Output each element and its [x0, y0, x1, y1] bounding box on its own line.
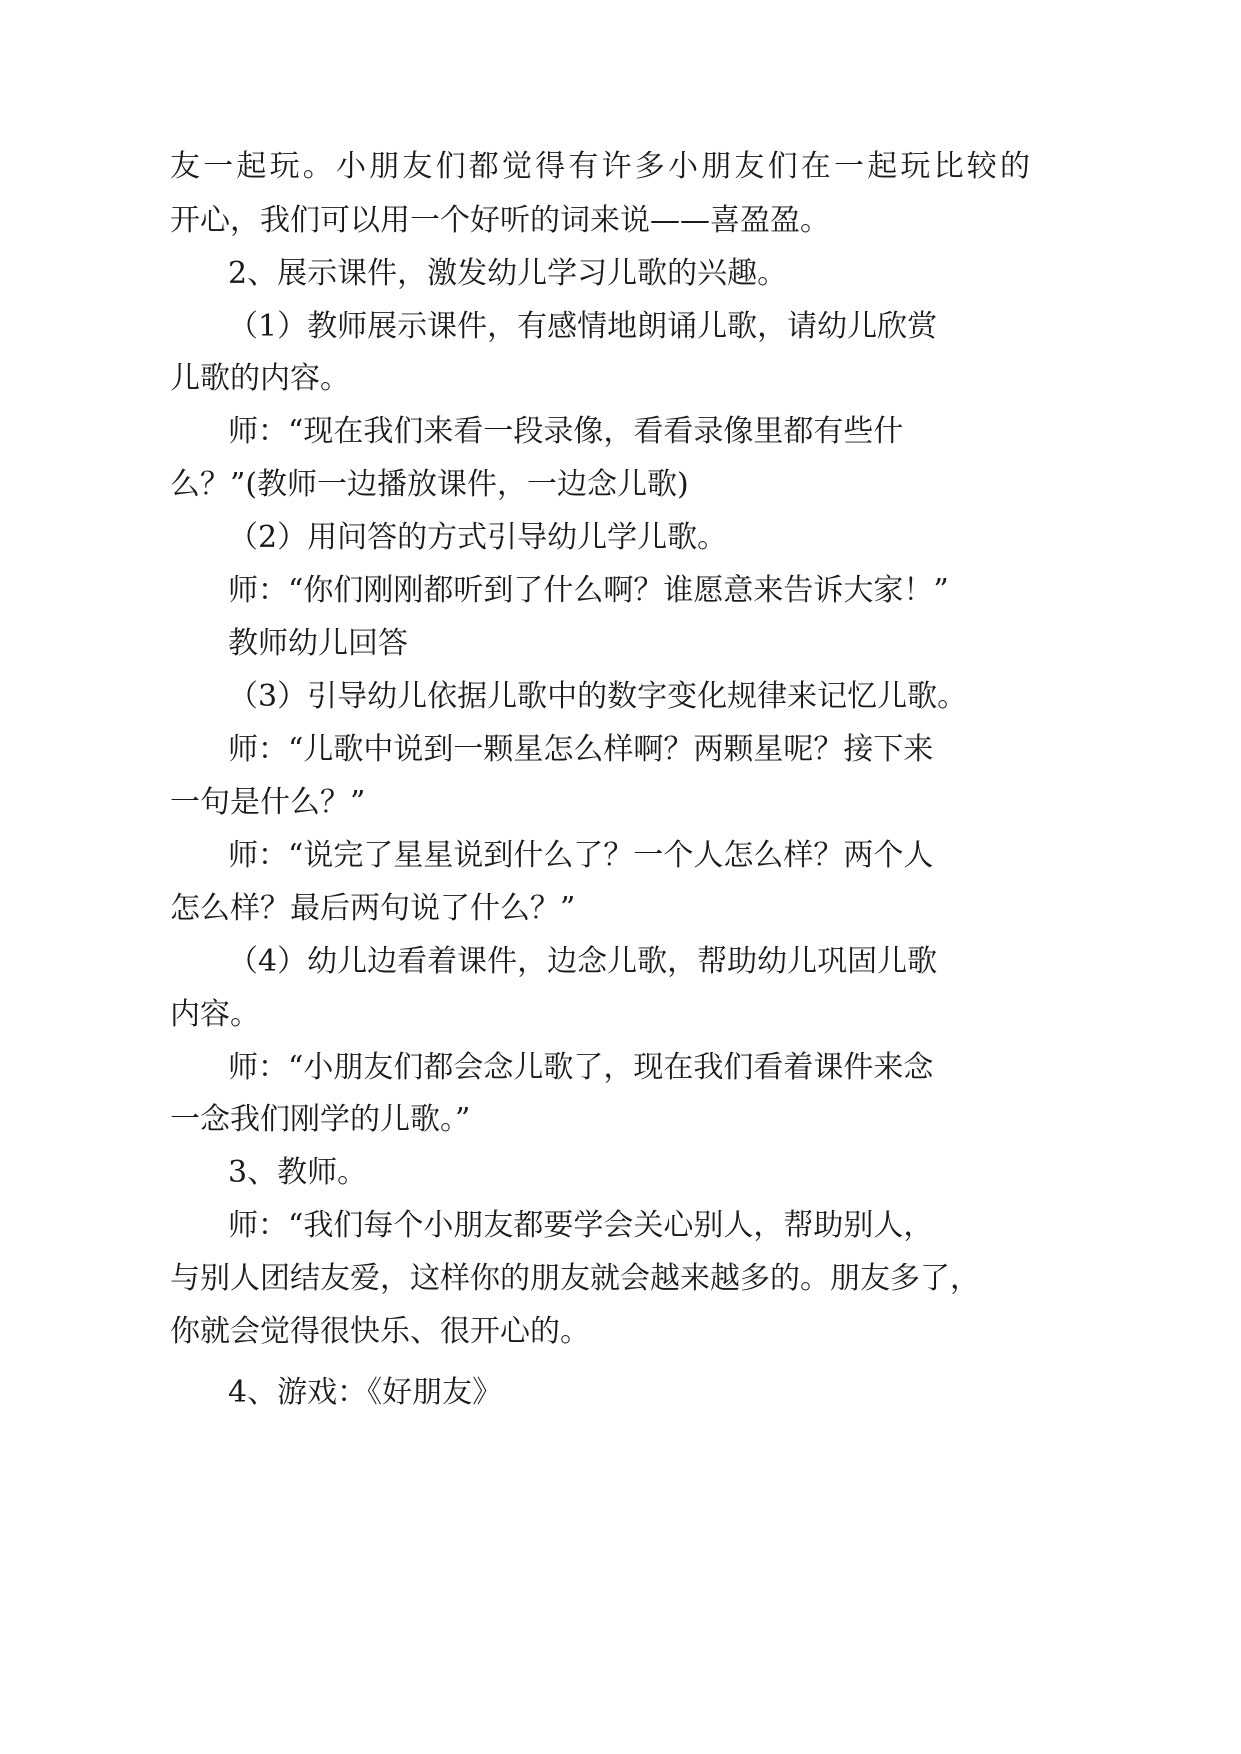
paragraph-line: （4）幼儿边看着课件，边念儿歌，帮助幼儿巩固儿歌	[228, 944, 938, 979]
paragraph-line: 友一起玩。小朋友们都觉得有许多小朋友们在一起玩比较的	[170, 149, 1030, 184]
paragraph-line: 师：“现在我们来看一段录像，看看录像里都有些什	[228, 414, 904, 449]
paragraph-line: （1）教师展示课件，有感情地朗诵儿歌，请幼儿欣赏	[228, 309, 938, 344]
paragraph-line: 师：“我们每个小朋友都要学会关心别人，帮助别人，	[228, 1208, 934, 1243]
paragraph-line: 内容。	[170, 997, 260, 1032]
paragraph-line: 教师幼儿回答	[228, 626, 408, 661]
paragraph-line: 师：“说完了星星说到什么了？一个人怎么样？两个人	[228, 838, 934, 873]
paragraph-line: （2）用问答的方式引导幼儿学儿歌。	[228, 520, 728, 555]
paragraph-line: 一句是什么？”	[170, 785, 366, 820]
paragraph-line: 么？”(教师一边播放课件，一边念儿歌)	[170, 467, 689, 502]
section-heading-4: 4、游戏：《好朋友》	[228, 1375, 503, 1410]
paragraph-line: 师：“小朋友们都会念儿歌了，现在我们看着课件来念	[228, 1050, 934, 1085]
paragraph-line: （3）引导幼儿依据儿歌中的数字变化规律来记忆儿歌。	[228, 679, 968, 714]
paragraph-line: 师：“儿歌中说到一颗星怎么样啊？两颗星呢？接下来	[228, 732, 934, 767]
paragraph-line: 怎么样？最后两句说了什么？”	[170, 891, 576, 926]
paragraph-line: 开心，我们可以用一个好听的词来说——喜盈盈。	[170, 203, 830, 238]
section-heading-3: 3、教师。	[228, 1155, 368, 1190]
section-heading-2: 2、展示课件，激发幼儿学习儿歌的兴趣。	[228, 256, 788, 291]
paragraph-line: 儿歌的内容。	[170, 361, 350, 396]
paragraph-line: 师：“你们刚刚都听到了什么啊？谁愿意来告诉大家！”	[228, 573, 949, 608]
paragraph-line: 你就会觉得很快乐、很开心的。	[170, 1314, 590, 1349]
paragraph-line: 一念我们刚学的儿歌。”	[170, 1102, 471, 1137]
paragraph-line: 与别人团结友爱，这样你的朋友就会越来越多的。朋友多了，	[170, 1261, 980, 1296]
